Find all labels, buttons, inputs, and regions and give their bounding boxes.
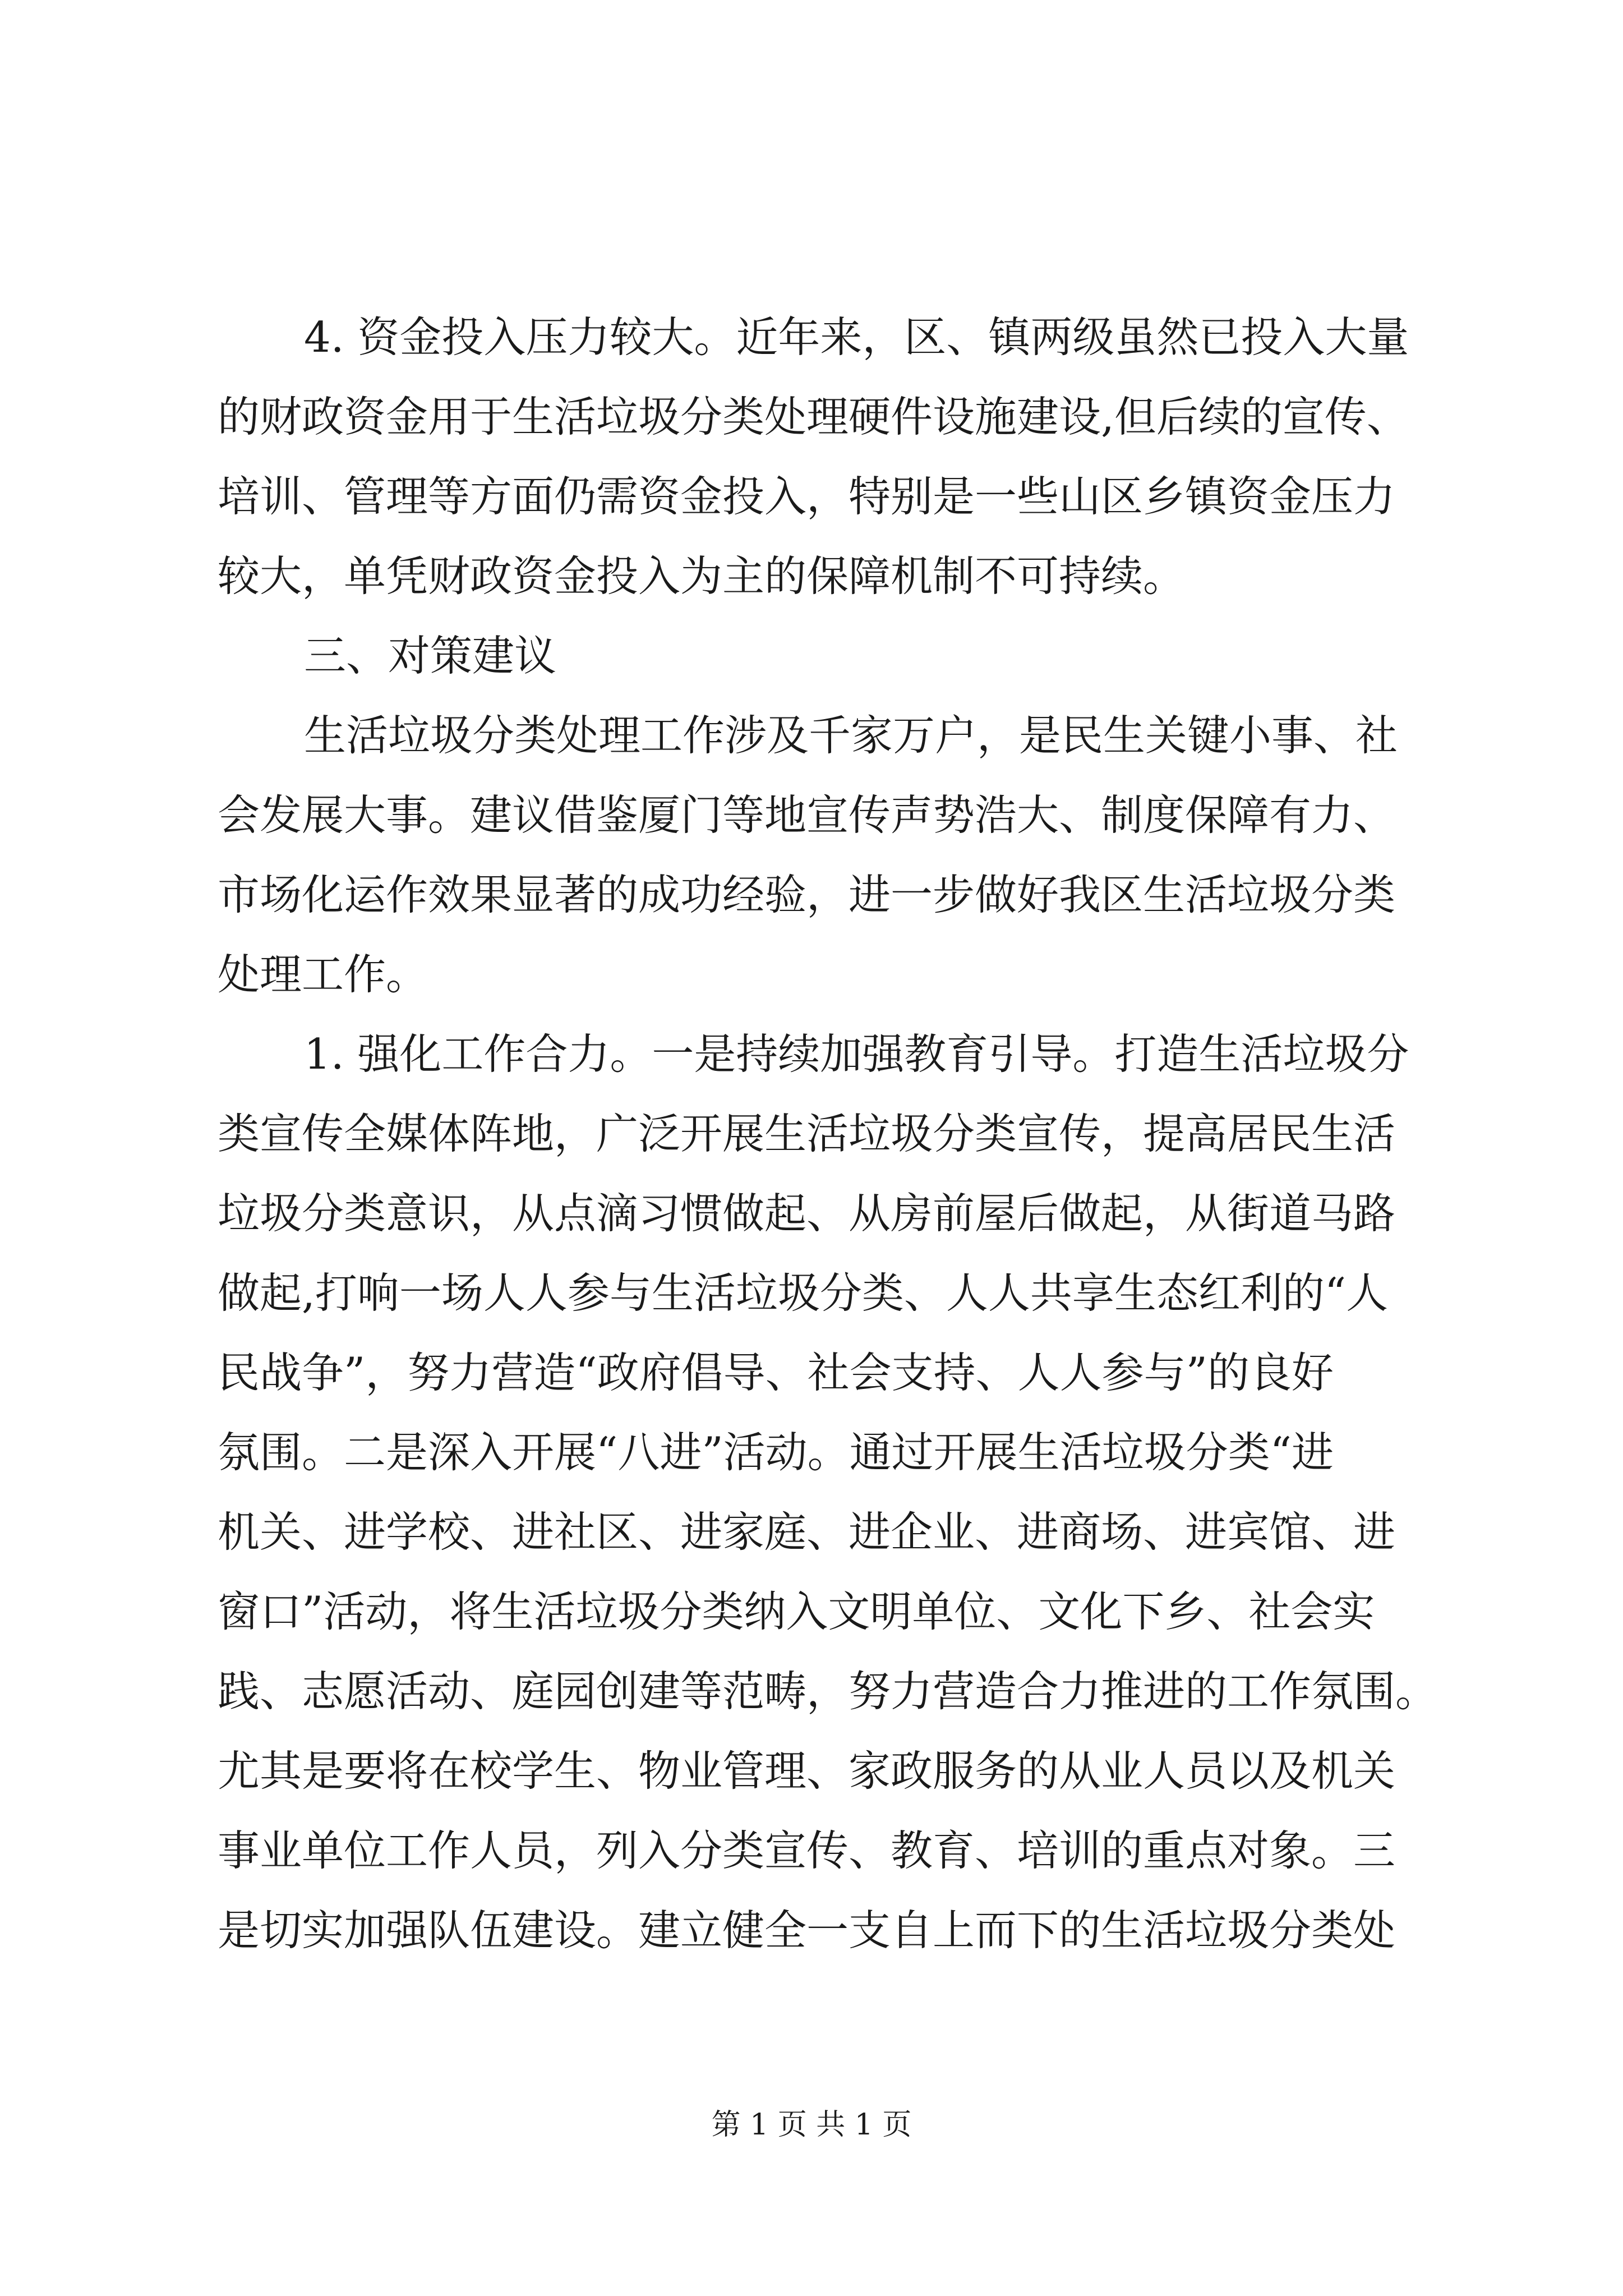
page-number: 第 1 页 共 1 页 [711,2108,912,2142]
text-line: 窗口”活动，将生活垃圾分类纳入文明单位、文化下乡、社会实 [218,1587,1375,1636]
paragraph-strengthen-synergy [218,1014,1438,1970]
text-line: 类宣传全媒体阵地，广泛开展生活垃圾分类宣传，提高居民生活 [218,1109,1396,1158]
text-line: 尤其是要将在校学生、物业管理、家政服务的从业人员以及机关 [218,1746,1396,1796]
text-line: 垃圾分类意识，从点滴习惯做起、从房前屋后做起，从街道马路 [218,1189,1396,1238]
text-line: 的财政资金用于生活垃圾分类处理硬件设施建设,但后续的宣传、 [218,392,1409,441]
text-line: 培训、管理等方面仍需资金投入，特别是一些山区乡镇资金压力 [218,472,1396,521]
text-line: 氛围。二是深入开展“八进”活动。通过开展生活垃圾分类“进 [218,1428,1334,1477]
paragraph-funding-pressure [218,297,1423,616]
paragraph-intro [218,696,1423,1014]
text-line: 会发展大事。建议借鉴厦门等地宣传声势浩大、制度保障有力、 [218,790,1396,840]
text-line: 1. 强化工作合力。一是持续加强教育引导。打造生活垃圾分 [304,1029,1409,1079]
document-body [218,297,1438,1970]
text-line: 4. 资金投入压力较大。近年来，区、镇两级虽然已投入大量 [304,312,1409,362]
page-footer [0,2101,1623,2143]
heading-text: 三、对策建议 [304,631,557,680]
text-line: 机关、进学校、进社区、进家庭、进企业、进商场、进宾馆、进 [218,1507,1396,1557]
text-line: 民战争”，努力营造“政府倡导、社会支持、人人参与”的良好 [218,1348,1334,1397]
text-line: 做起,打响一场人人参与生活垃圾分类、人人共享生态红利的“人 [218,1268,1389,1318]
text-line: 事业单位工作人员，列入分类宣传、教育、培训的重点对象。三 [218,1826,1396,1875]
text-line: 处理工作。 [218,950,428,999]
text-line: 较大，单凭财政资金投入为主的保障机制不可持续。 [218,551,1186,601]
text-line: 生活垃圾分类处理工作涉及千家万户，是民生关键小事、社 [304,711,1398,760]
text-line: 践、志愿活动、庭园创建等范畴，努力营造合力推进的工作氛围。 [218,1667,1438,1716]
text-line: 是切实加强队伍建设。建立健全一支自上而下的生活垃圾分类处 [218,1906,1396,1955]
text-line: 市场化运作效果显著的成功经验，进一步做好我区生活垃圾分类 [218,870,1396,919]
section-heading [218,616,1423,696]
